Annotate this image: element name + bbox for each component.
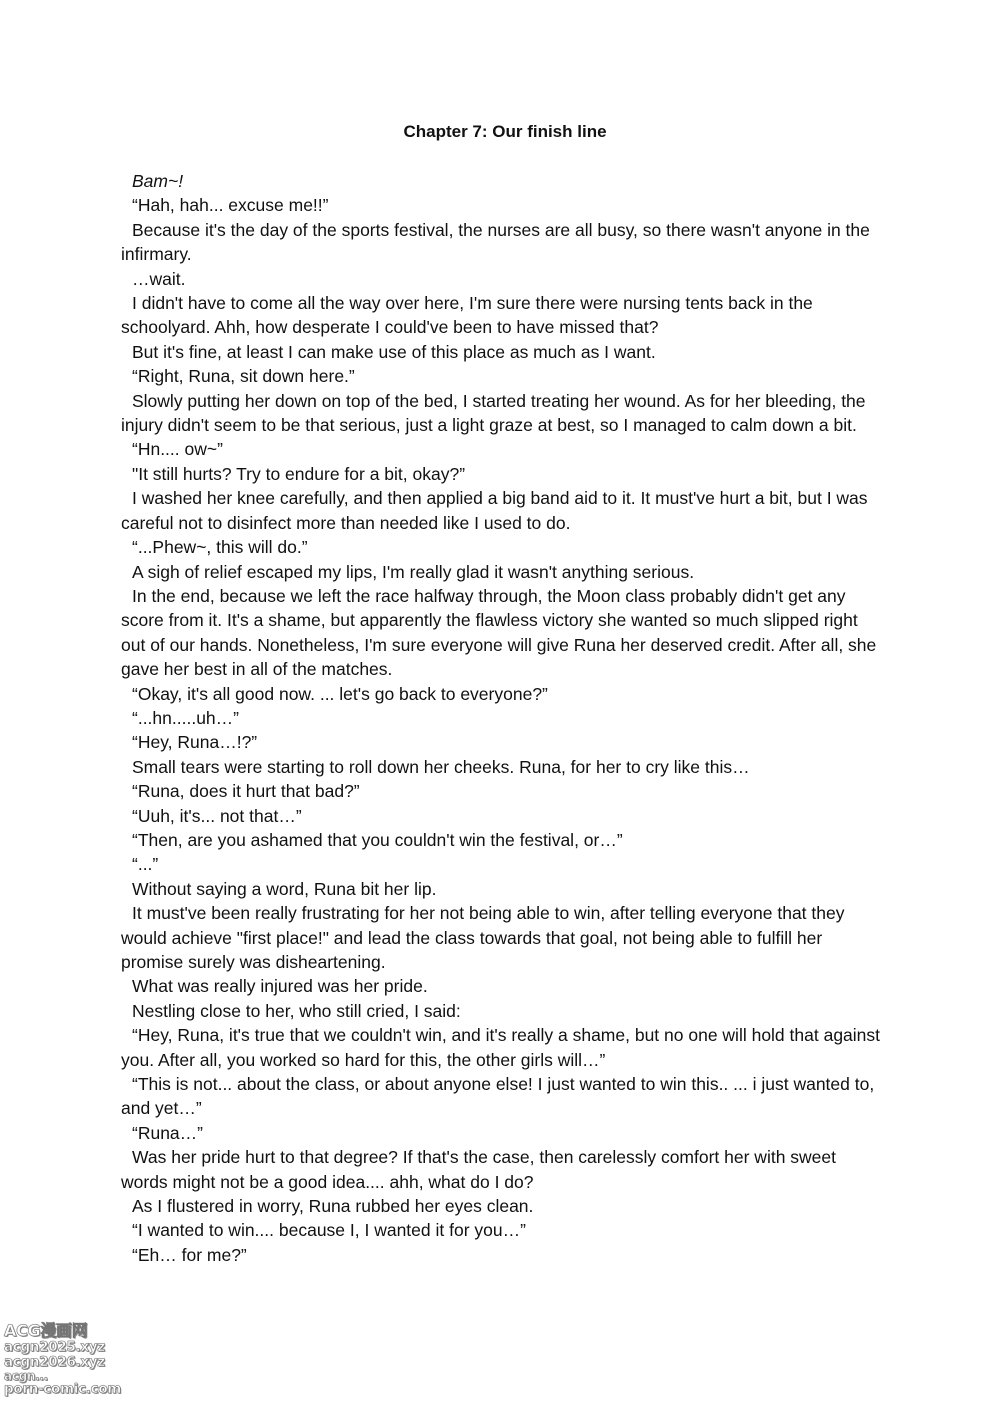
paragraph: "It still hurts? Try to endure for a bit, okay?” [132,463,466,484]
watermark-line: acgn... [4,1369,48,1383]
watermark [4,1322,134,1397]
paragraph: What was really injured was her pride. [132,976,428,997]
paragraph: “I wanted to win.... because I, I wanted it for you…” [132,1220,526,1241]
watermark-line: porn-comic.com [4,1381,122,1397]
paragraph: “Hey, Runa…!?” [132,732,258,753]
paragraph: “...hn.....uh…” [132,707,239,728]
paragraph: “Eh… for me?” [132,1244,247,1265]
paragraph: It must've been really frustrating for her not being able to win, after telling everyone that they would achieve "first place!" and lead the class towards that goal, not being able to fulfill her promise surely was disheartening. [121,903,845,972]
paragraph: Bam~! [132,171,184,191]
paragraph: In the end, because we left the race halfway through, the Moon class probably didn't get any score from it. It's a shame, but apparently the flawless victory she wanted so much slipped right out of our hands. Nonetheless, I'm sure everyone will give Runa her deserved credit. After all, she gave her best in all of the matches. [121,585,877,680]
paragraph: “Then, are you ashamed that you couldn't win the festival, or…” [132,829,623,850]
paragraph: “This is not... about the class, or about anyone else! I just wanted to win this.. ... i just wanted to, and yet…” [121,1074,875,1119]
paragraph: “Runa…” [132,1122,203,1143]
paragraph: Without saying a word, Runa bit her lip. [132,878,437,899]
watermark-line: acgn2026.xyz [4,1354,105,1370]
paragraph: …wait. [132,268,186,289]
paragraph: “...Phew~, this will do.” [132,537,308,558]
paragraph: “Uuh, it's... not that…” [132,805,302,826]
paragraph: A sigh of relief escaped my lips, I'm really glad it wasn't anything serious. [132,561,695,582]
paragraph: Nestling close to her, who still cried, I said: [132,1000,461,1021]
paragraph: “Okay, it's all good now. ... let's go back to everyone?” [132,683,548,704]
paragraph: I didn't have to come all the way over here, I'm sure there were nursing tents back in the schoolyard. Ahh, how desperate I could've been to have missed that? [121,293,813,338]
paragraph: Was her pride hurt to that degree? If that's the case, then carelessly comfort her with sweet words might not be a good idea.... ahh, what do I do? [121,1147,837,1192]
paragraph: Small tears were starting to roll down her cheeks. Runa, for her to cry like this… [132,756,750,777]
chapter-title: Chapter 7: Our finish line [403,122,607,141]
paragraph: “Hah, hah... excuse me!!” [132,195,329,216]
paragraph: Because it's the day of the sports festival, the nurses are all busy, so there wasn't anyone in the infirmary. [121,219,870,265]
paragraph: “Hn.... ow~” [132,439,223,460]
paragraph: I washed her knee carefully, and then applied a big band aid to it. It must've hurt a bit, but I was careful not to disinfect more than needed like I used to do. [121,488,868,533]
watermark-line: ACG漫画网 [4,1321,88,1340]
paragraph: “...” [132,854,159,875]
body-text [121,169,883,1267]
paragraph: “Runa, does it hurt that bad?” [132,781,360,802]
paragraph: “Hey, Runa, it's true that we couldn't win, and it's really a shame, but no one will hold that against you. After all, you worked so hard for this, the other girls will…” [121,1025,881,1070]
paragraph: As I flustered in worry, Runa rubbed her eyes clean. [132,1196,534,1217]
paragraph: “Right, Runa, sit down here.” [132,366,355,387]
paragraph: But it's fine, at least I can make use of this place as much as I want. [132,341,656,362]
paragraph: Slowly putting her down on top of the bed, I started treating her wound. As for her bleeding, the injury didn't seem to be that serious, just a light graze at best, so I managed to calm down a bit. [121,390,866,436]
watermark-line: acgn2025.xyz [4,1339,105,1355]
